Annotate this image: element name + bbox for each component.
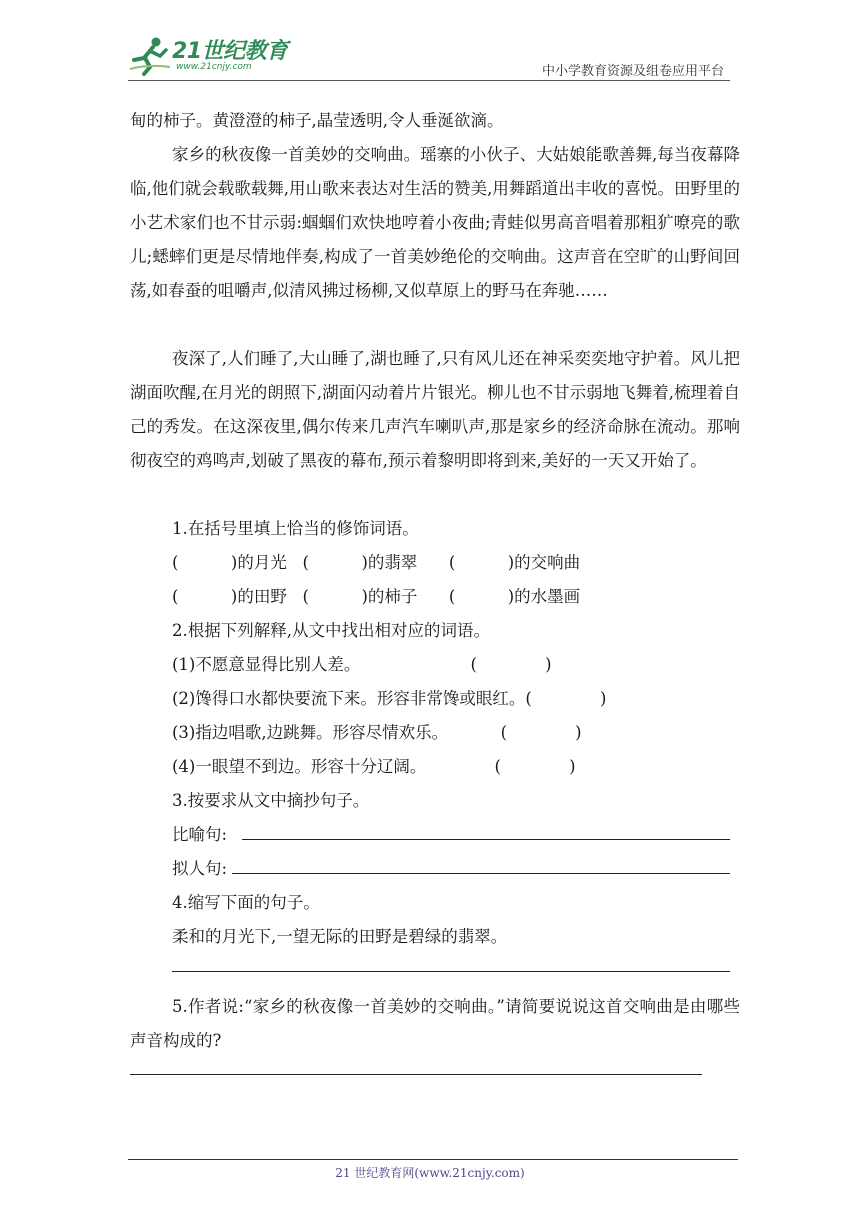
runner-logo-icon	[126, 36, 172, 76]
passage-line-continued: 甸的柿子。黄澄澄的柿子,晶莹透明,令人垂涎欲滴。	[130, 111, 504, 130]
logo-text: 21世纪教育	[172, 39, 288, 64]
q4-title: 4.缩写下面的句子。	[172, 893, 320, 912]
q5-answer-line[interactable]	[130, 1074, 702, 1075]
footer-source[interactable]: 21 世纪教育网(www.21cnjy.com)	[335, 1166, 525, 1180]
q1-row-1: ( )的月光 ( )的翡翠 ( )的交响曲	[172, 553, 581, 572]
q4-sentence: 柔和的月光下,一望无际的田野是碧绿的翡翠。	[172, 927, 508, 946]
q1-title: 1.在括号里填上恰当的修饰词语。	[172, 519, 419, 538]
passage-paragraph-1: 家乡的秋夜像一首美妙的交响曲。瑶寨的小伙子、大姑娘能歌善舞,每当夜幕降临,他们就会载歌载舞,用山歌来表达对生活的赞美,用舞蹈道出丰收的喜悦。田野里的小艺术家们也不甘示弱:蝈蝈们欢快地哼着小夜曲;青蛙似男高音唱着那粗犷嘹亮的歌儿;蟋蟀们更是尽情地伴奏,构成了一首美妙绝伦的交响曲。这声音在空旷的山野间回荡,如春蚕的咀嚼声,似清风拂过杨柳,又似草原上的野马在奔驰……	[130, 145, 740, 300]
q3-personification-label: 拟人句:	[172, 859, 228, 878]
q3-simile-answer-line[interactable]	[242, 839, 730, 840]
q3-simile-label: 比喻句:	[172, 825, 228, 844]
q3-personification-answer-line[interactable]	[232, 873, 730, 874]
header-divider	[128, 80, 730, 81]
q5-question: 5.作者说:“家乡的秋夜像一首美妙的交响曲。”请简要说说这首交响曲是由哪些声音构成的?	[130, 997, 740, 1050]
page-header	[0, 0, 860, 90]
footer-divider	[128, 1159, 738, 1160]
site-logo[interactable]	[126, 34, 296, 80]
q2-title: 2.根据下列解释,从文中找出相对应的词语。	[172, 621, 490, 640]
q2-item-4: (4)一眼望不到边。形容十分辽阔。 ( )	[172, 757, 576, 776]
q4-answer-line[interactable]	[172, 971, 730, 972]
platform-name: 中小学教育资源及组卷应用平台	[541, 64, 724, 79]
q1-row-2: ( )的田野 ( )的柿子 ( )的水墨画	[172, 587, 581, 606]
passage-paragraph-2: 夜深了,人们睡了,大山睡了,湖也睡了,只有风儿还在神采奕奕地守护着。风儿把湖面吹醒,在月光的朗照下,湖面闪动着片片银光。柳儿也不甘示弱地飞舞着,梳理着自己的秀发。在这深夜里,偶尔传来几声汽车喇叭声,那是家乡的经济命脉在流动。那响彻夜空的鸡鸣声,划破了黑夜的幕布,预示着黎明即将到来,美好的一天又开始了。	[130, 349, 740, 470]
q2-item-1: (1)不愿意显得比别人差。 ( )	[172, 655, 552, 674]
q3-title: 3.按要求从文中摘抄句子。	[172, 791, 370, 810]
q2-item-3: (3)指边唱歌,边跳舞。形容尽情欢乐。 ( )	[172, 723, 582, 742]
logo-url: www.21cnjy.com	[176, 62, 252, 72]
q2-item-2: (2)馋得口水都快要流下来。形容非常馋或眼红。( )	[172, 689, 607, 708]
